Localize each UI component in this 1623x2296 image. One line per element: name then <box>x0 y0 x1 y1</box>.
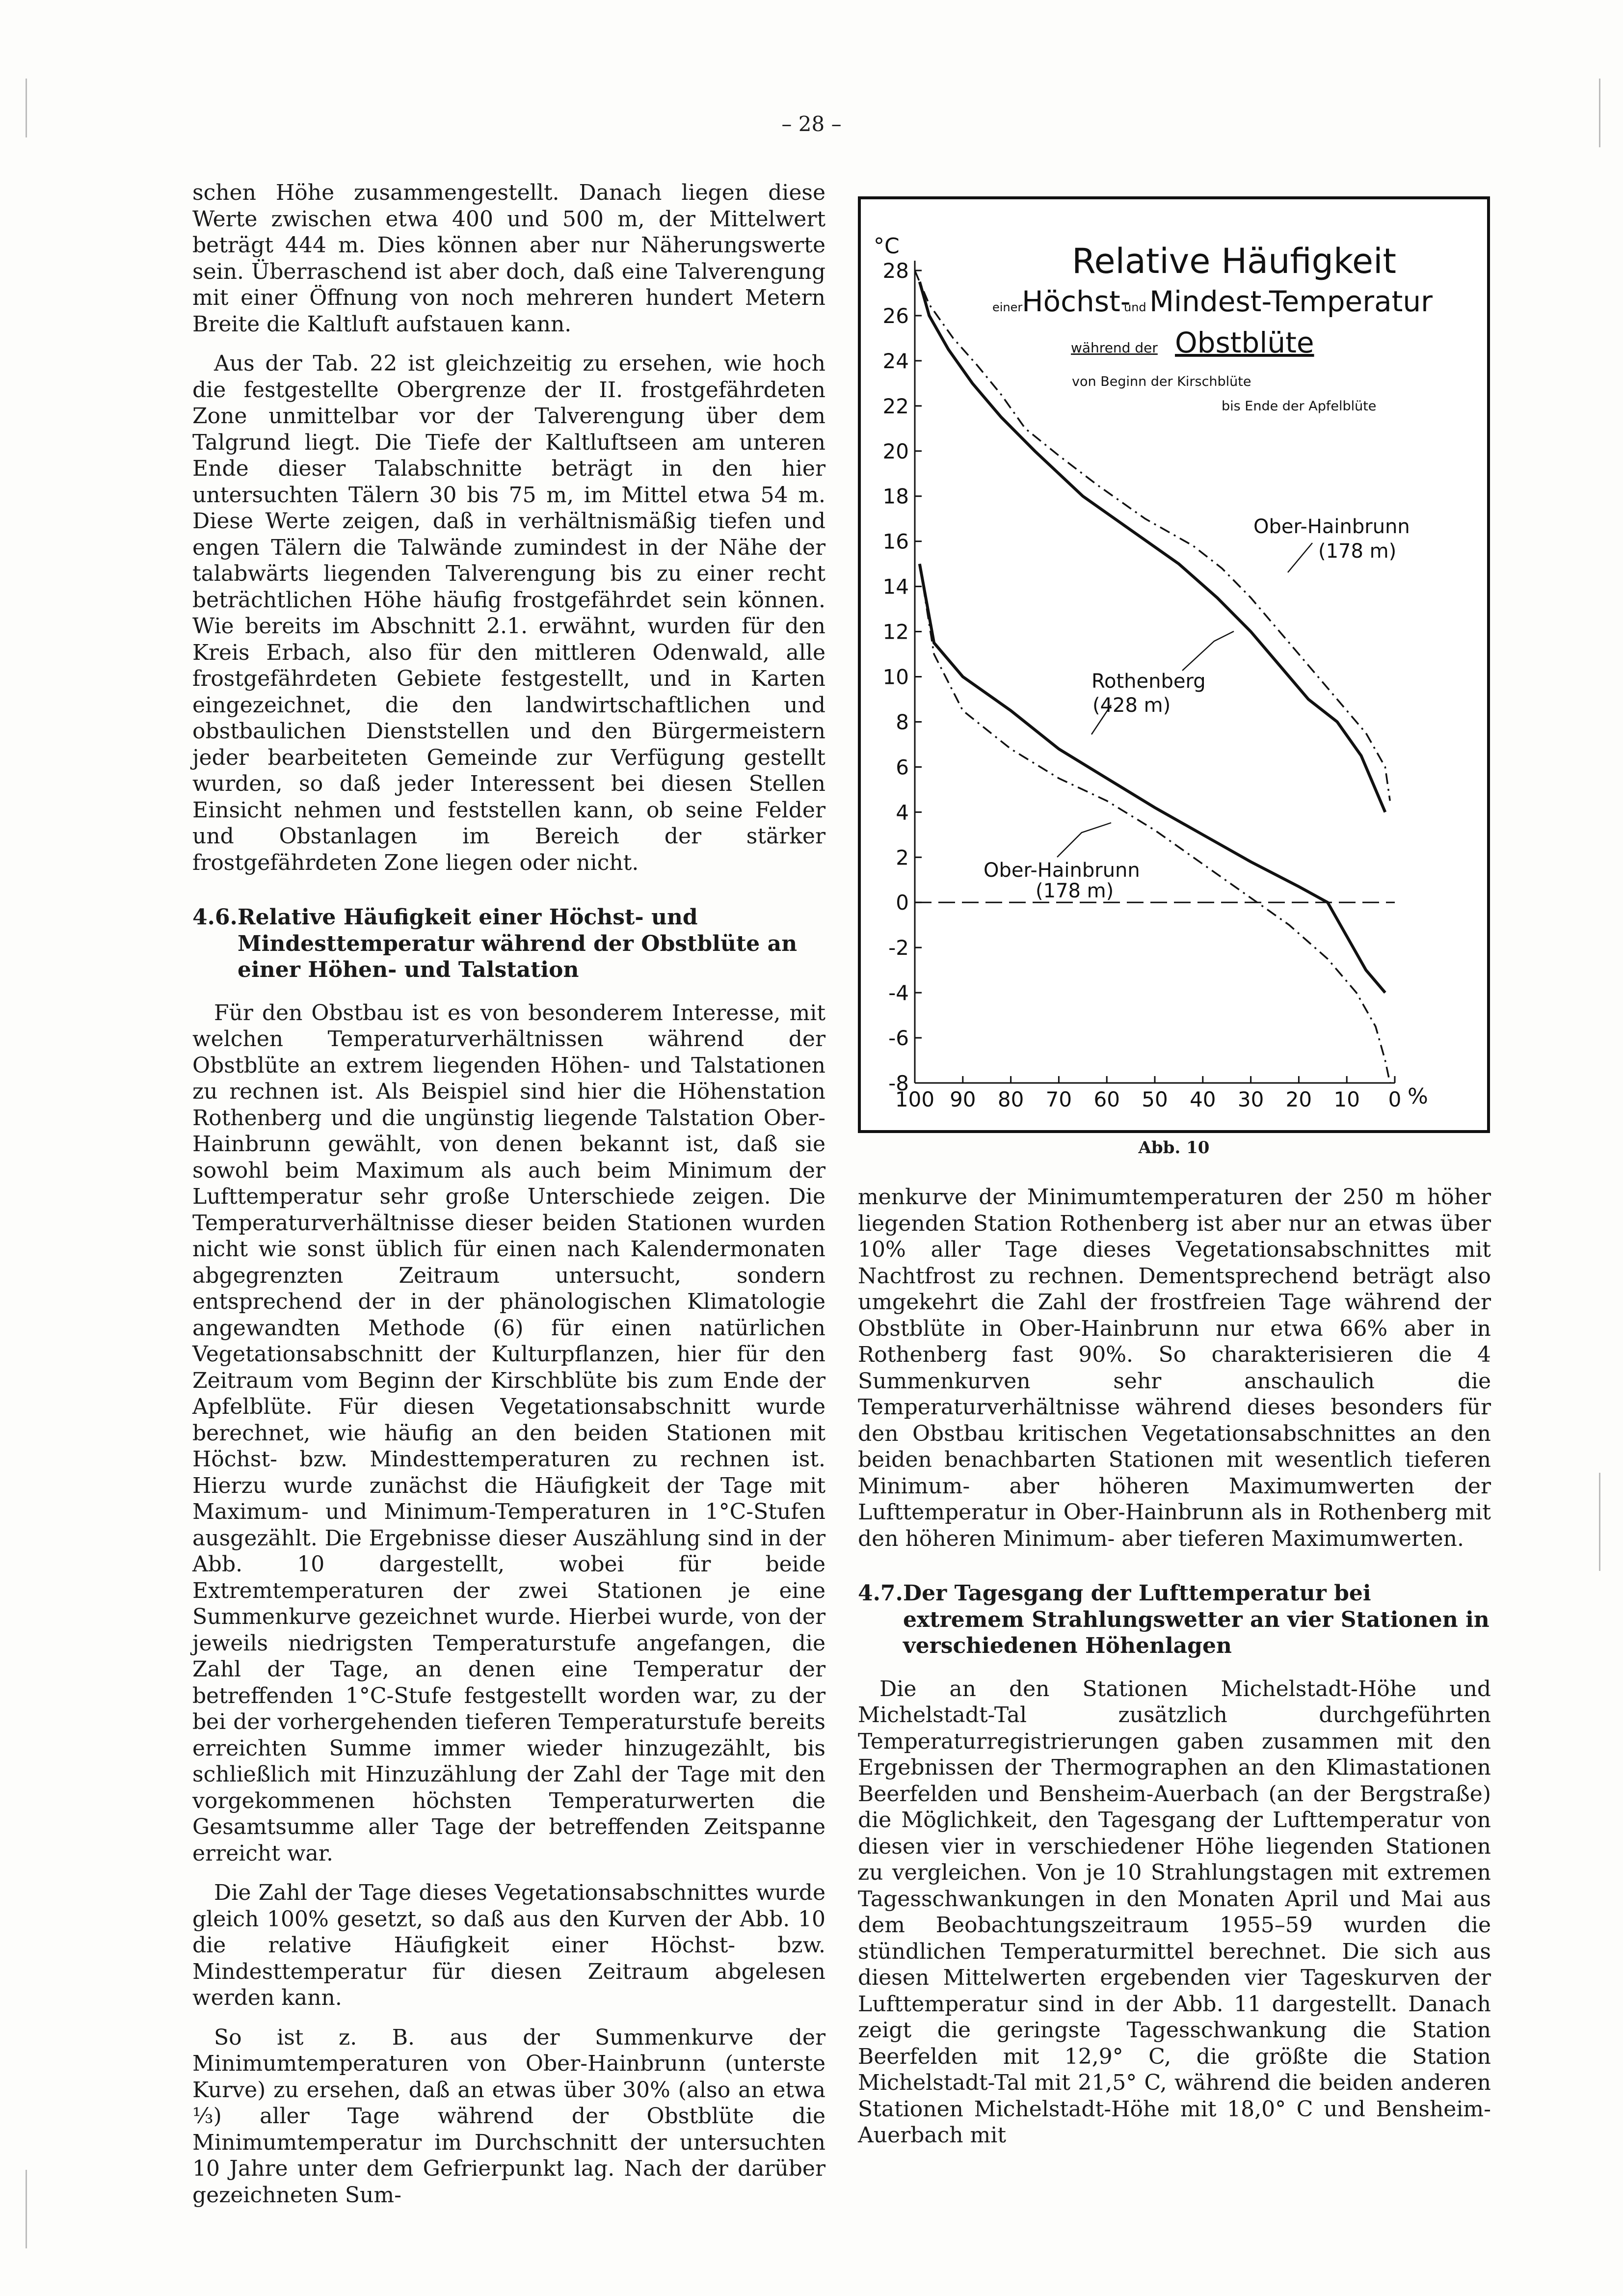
y-unit-label: °C <box>874 234 900 259</box>
y-tick-label: -4 <box>888 981 909 1005</box>
section-number: 4.6. <box>192 905 238 930</box>
paragraph: So ist z. B. aus der Summenkurve der Minimumtemperaturen von Ober-Hainbrunn (unterste Kurve) zu ersehen, daß an etwas über 30% (also an etwa ⅓) aller Tage während der Obstblüte die Minimumtemperatur im Durchschnitt der untersuchten 10 Jahre unter dem Gefrierpunkt lag. Nach der darüber gezeichneten Sum- <box>192 2025 825 2208</box>
y-tick-label: -8 <box>888 1071 909 1095</box>
paragraph: schen Höhe zusammengestellt. Danach liegen diese Werte zwischen etwa 400 und 500 m, der Mittelwert beträgt 444 m. Dies können aber nur Näherungswerte sein. Überraschend ist aber doch, daß eine Talverengung mit einer Öffnung von noch mehreren hundert Metern Breite die Kaltluft aufstauen kann. <box>192 180 825 337</box>
paragraph: Die an den Stationen Michelstadt-Höhe und Michelstadt-Tal zusätzlich durchgeführten Temperaturregistrierungen gaben zusammen mit den Ergebnissen der Thermographen an den Klimastationen Beerfelden und Bensheim-Auerbach (an der Bergstraße) die Möglichkeit, den Tagesgang der Lufttemperatur von diesen vier in verschiedener Höhe liegenden Stationen zu vergleichen. Von je 10 Strahlungstagen mit extremen Tagesschwankungen in den Monaten April und Mai aus dem Beobachtungszeitraum 1955–59 wurden die stündlichen Temperaturmittel berechnet. Die sich aus diesen Mittelwerten ergebenden vier Tageskurven der Lufttemperatur sind in der Abb. 11 dargestellt. Danach zeigt die geringste Tagesschwankung die Station Beerfelden mit 12,9° C, die größte die Station Michelstadt-Tal mit 21,5° C, während die beiden anderen Stationen Michelstadt-Höhe mit 18,0° C und Bensheim-Auerbach mit <box>858 1676 1491 2148</box>
y-tick-label: 10 <box>882 665 909 689</box>
label-ober-hainbrunn-min-altitude: (178 m) <box>1036 880 1114 902</box>
y-tick-label: 28 <box>882 259 909 283</box>
label-ober-hainbrunn-max-altitude: (178 m) <box>1318 540 1397 563</box>
section-number: 4.7. <box>858 1581 903 1606</box>
x-tick-label: 20 <box>1285 1087 1312 1111</box>
y-tick-label: 22 <box>882 394 909 418</box>
label-leader-line <box>1288 543 1312 572</box>
chart-title-hoechst: Höchst- <box>1022 285 1131 318</box>
section-title: Relative Häufigkeit einer Höchst- und Mindesttemperatur während der Obstblüte an einer Höhen- und Talstation <box>238 905 798 982</box>
x-tick-label: 10 <box>1333 1087 1360 1111</box>
chart-subtitle-2: bis Ende der Apfelblüte <box>1222 399 1377 414</box>
x-tick-label: 100 <box>895 1087 935 1111</box>
y-tick-label: 4 <box>896 800 909 825</box>
x-tick-label: 80 <box>997 1087 1024 1111</box>
chart-subtitle-1: von Beginn der Kirschblüte <box>1072 374 1251 389</box>
label-leader-line <box>1057 823 1111 857</box>
label-ober-hainbrunn-max: Ober-Hainbrunn <box>1253 515 1410 538</box>
y-tick-label: 0 <box>896 891 909 915</box>
y-tick-label: 8 <box>896 710 909 734</box>
chart-svg <box>861 199 1487 1130</box>
figure-caption: Abb. 10 <box>1138 1138 1210 1158</box>
y-tick-label: 2 <box>896 845 909 870</box>
scan-edge-left <box>26 2170 27 2248</box>
left-column <box>192 180 825 2221</box>
chart-title: Relative Häufigkeit <box>1072 241 1396 281</box>
y-tick-label: 16 <box>882 529 909 554</box>
chart-title-waehrend: während der <box>1071 340 1158 356</box>
x-unit-label: % <box>1408 1084 1428 1109</box>
scan-edge-right <box>1599 1473 1600 1571</box>
y-tick-label: 24 <box>882 349 909 373</box>
right-column <box>858 1184 1491 2162</box>
paragraph: Aus der Tab. 22 ist gleichzeitig zu ersehen, wie hoch die festgestellte Obergrenze der II. frostgefährdeten Zone unmittelbar vor der Talverengung über dem Talgrund liegt. Die Tiefe der Kaltluftseen am unteren Ende dieser Talabschnitte beträgt in den hier untersuchten Tälern 30 bis 75 m, im Mittel etwa 54 m. Diese Werte zeigen, daß in verhältnismäßig tiefen und engen Tälern die Talwände zumindest in der Nähe der talabwärts liegenden Talverengung bis zu einer recht beträchtlichen Höhe häufig frostgefährdet sein können. Wie bereits im Abschnitt 2.1. erwähnt, wurden für den Kreis Erbach, also für den mittleren Odenwald, alle frostgefährdeten Gebiete festgestellt, und in Karten eingezeichnet, die den landwirtschaftlichen und obstbaulichen Dienststellen und den Bürgermeistern jeder bearbeiteten Gemeinde zur Verfügung gestellt wurden, so daß jeder Interessent bei diesen Stellen Einsicht nehmen und feststellen kann, ob seine Felder und Obstanlagen im Bereich der stärker frostgefährdeten Zone liegen oder nicht. <box>192 351 825 875</box>
y-tick-label: 26 <box>882 303 909 328</box>
chart-title-mindest: Mindest-Temperatur <box>1149 285 1433 318</box>
x-tick-label: 0 <box>1388 1087 1402 1111</box>
label-leader-line <box>1182 631 1234 671</box>
series-line-2 <box>920 564 1385 993</box>
x-tick-label: 90 <box>950 1087 976 1111</box>
section-heading-4-6 <box>192 904 825 983</box>
page-number: – 28 – <box>781 112 842 136</box>
y-tick-label: -6 <box>888 1026 909 1051</box>
label-rothenberg-altitude: (428 m) <box>1092 694 1171 717</box>
section-title: Der Tagesgang der Lufttemperatur bei extremem Strahlungswetter an vier Stationen in verschiedenen Höhenlagen <box>903 1581 1490 1658</box>
y-tick-label: -2 <box>888 936 909 960</box>
x-tick-label: 50 <box>1142 1087 1168 1111</box>
chart-title-und: und <box>1124 300 1146 314</box>
y-tick-label: 18 <box>882 484 909 509</box>
label-rothenberg: Rothenberg <box>1091 670 1206 693</box>
x-tick-label: 70 <box>1045 1087 1072 1111</box>
chart-title-einer: einer <box>992 300 1023 314</box>
chart-title-obstbluete: Obstblüte <box>1175 326 1314 359</box>
y-tick-label: 12 <box>882 620 909 644</box>
paragraph: menkurve der Minimumtemperaturen der 250 m höher liegenden Station Rothenberg ist aber nur an etwas über 10% aller Tage dieses Vegetationsabschnittes mit Nachtfrost zu rechnen. Dementsprechend beträgt also umgekehrt die Zahl der frostfreien Tage während der Obstblüte in Ober-Hainbrunn nur etwa 66% aber in Rothenberg fast 90%. So charakterisieren die 4 Summenkurven sehr anschaulich die Temperaturverhältnisse während dieses besonders für den Obstbau kritischen Vegetationsabschnittes an den beiden benachbarten Stationen mit wesentlich tieferen Minimum- aber höheren Maximumwerten der Lufttemperatur in Ober-Hainbrunn als in Rothenberg mit den höheren Minimum- aber tieferen Maximumwerten. <box>858 1185 1491 1551</box>
x-tick-label: 30 <box>1237 1087 1264 1111</box>
y-tick-label: 14 <box>882 574 909 599</box>
section-heading-4-7 <box>858 1580 1491 1659</box>
label-ober-hainbrunn-min: Ober-Hainbrunn <box>984 859 1140 882</box>
x-tick-label: 40 <box>1190 1087 1216 1111</box>
x-tick-label: 60 <box>1093 1087 1120 1111</box>
paragraph: Die Zahl der Tage dieses Vegetationsabschnittes wurde gleich 100% gesetzt, so daß aus den Kurven der Abb. 10 die relative Häufigkeit einer Höchst- bzw. Mindesttemperatur für diesen Zeitraum abgelesen werden kann. <box>192 1880 825 2010</box>
series-line-3 <box>920 564 1390 1083</box>
y-tick-label: 6 <box>896 755 909 780</box>
paragraph: Für den Obstbau ist es von besonderem Interesse, mit welchen Temperaturverhältnissen während der Obstblüte an extrem liegenden Höhen- und Talstationen zu rechnen ist. Als Beispiel sind hier die Höhenstation Rothenberg und die ungünstig liegende Talstation Ober-Hainbrunn gewählt, von denen bekannt ist, daß sie sowohl beim Maximum als auch beim Minimum der Lufttemperatur sehr große Unterschiede zeigen. Die Temperaturverhältnisse dieser beiden Stationen wurden nicht wie sonst üblich für einen nach Kalendermonaten abgegrenzten Zeitraum untersucht, sondern entsprechend der in der phänologischen Klimatologie angewandten Methode (6) für einen natürlichen Vegetationsabschnitt der Kulturpflanzen, hier für den Zeitraum vom Beginn der Kirschblüte bis zum Ende der Apfelblüte. Für diesen Vegetationsabschnitt wurde berechnet, wie häufig an den beiden Stationen mit Höchst- bzw. Mindesttemperaturen zu rechnen ist. Hierzu wurde zunächst die Häufigkeit der Tage mit Maximum- und Minimum-Temperaturen in 1°C-Stufen ausgezählt. Die Ergebnisse dieser Auszählung sind in der Abb. 10 dargestellt, wobei für beide Extremtemperaturen der zwei Stationen je eine Summenkurve gezeichnet wurde. Hierbei wurde, von der jeweils niedrigsten Temperaturstufe angefangen, die Zahl der Tage, an denen eine Temperatur der betreffenden 1°C-Stufe festgestellt worden war, zu der bei der vorhergehenden tieferen Temperaturstufe bereits erreichten Summe immer wieder hinzugezählt, bis schließlich mit Hinzuzählung der Zahl der Tage mit den vorgekommenen höchsten Temperaturwerten die Gesamtsumme aller Tage der betreffenden Zeitspanne erreicht war. <box>192 1000 825 1866</box>
figure-10 <box>858 196 1490 1133</box>
y-tick-label: 20 <box>882 439 909 463</box>
